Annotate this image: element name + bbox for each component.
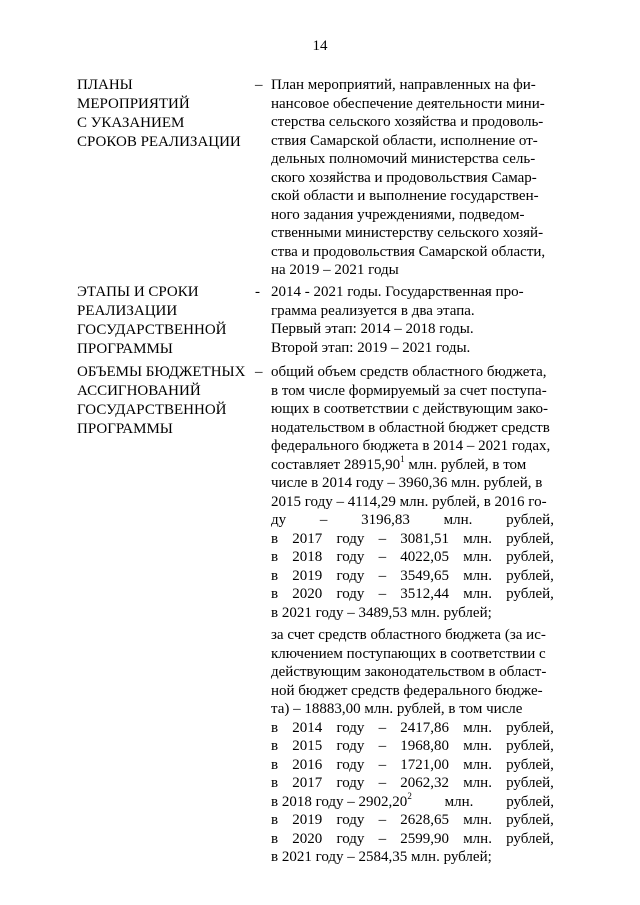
cell: рублей, xyxy=(506,756,554,773)
cell: 2017 xyxy=(292,530,323,547)
cell: в xyxy=(271,738,279,754)
label-line: АССИГНОВАНИЙ xyxy=(77,383,201,399)
cell: в xyxy=(271,586,279,602)
text-line: общий объем средств областного бюджета, xyxy=(271,364,547,380)
text-line: ства и продовольствия Самарской области, xyxy=(271,243,546,260)
text-fragment: млн. рублей, в том xyxy=(404,456,527,473)
footnote-mark: 1 xyxy=(400,453,405,464)
section-text xyxy=(271,76,554,280)
cell: 2018 xyxy=(292,549,323,565)
cell: году xyxy=(336,567,365,584)
text-line: в том числе формируемый за счет поступа- xyxy=(271,382,547,399)
text-line: ного задания учреждениями, подведом- xyxy=(271,206,525,223)
amount-row xyxy=(271,719,554,738)
amount-row xyxy=(271,530,554,549)
cell: году xyxy=(336,830,365,847)
cell: – xyxy=(378,830,387,847)
text-line: в 2021 году – 2584,35 млн. рублей; xyxy=(271,849,492,865)
cell: в xyxy=(271,567,279,584)
text-line: за счет средств областного бюджета (за ис- xyxy=(271,627,546,643)
label-line: ГОСУДАРСТВЕННОЙ xyxy=(77,322,227,338)
cell: – xyxy=(378,586,387,602)
footnote-mark: 2 xyxy=(407,790,412,801)
text-line: ной бюджет средств федерального бюдже- xyxy=(271,682,543,699)
cell: в xyxy=(271,830,279,847)
cell: рублей, xyxy=(506,775,554,791)
cell: млн. xyxy=(463,530,492,547)
amount-row xyxy=(271,548,554,567)
label-line: СРОКОВ РЕАЛИЗАЦИИ xyxy=(77,134,241,150)
cell: рублей, xyxy=(506,793,554,810)
text-line: та) – 18883,00 млн. рублей, в том числе xyxy=(271,701,523,717)
text-line: ющих в соответствии с действующим зако- xyxy=(271,401,549,417)
amount-row xyxy=(271,511,554,530)
section-text xyxy=(271,283,554,357)
cell: 2014 xyxy=(292,719,323,736)
cell: в xyxy=(271,775,279,791)
section-text xyxy=(271,363,554,867)
text-line: на 2019 – 2021 годы xyxy=(271,262,399,278)
cell: млн. xyxy=(463,549,492,565)
amount-row xyxy=(271,830,554,849)
text-line: ственными министерству сельского хозяй- xyxy=(271,225,544,241)
cell: 2015 xyxy=(292,738,323,754)
cell: 2016 xyxy=(292,756,323,773)
text-line: ствия Самарской области, исполнение от- xyxy=(271,132,538,149)
label-line: ПЛАНЫ xyxy=(77,77,133,93)
cell: – xyxy=(378,567,387,584)
dash: – xyxy=(255,364,263,380)
cell: 2019 xyxy=(292,567,323,584)
text-line: ского хозяйства и продовольствия Самар- xyxy=(271,169,537,186)
cell: млн. xyxy=(443,512,473,528)
label-line: ГОСУДАРСТВЕННОЙ xyxy=(77,402,227,418)
cell: 2417,86 xyxy=(400,719,450,736)
cell: млн. xyxy=(463,830,492,847)
page-number: 14 xyxy=(312,38,328,54)
cell: млн. xyxy=(463,775,492,791)
section-label xyxy=(77,283,255,359)
amount-row xyxy=(271,567,554,586)
cell: 2020 xyxy=(292,586,323,602)
text-line: Первый этап: 2014 – 2018 годы. xyxy=(271,321,474,337)
cell: 1721,00 xyxy=(400,756,450,773)
label-line: РЕАЛИЗАЦИИ xyxy=(77,303,178,319)
text-line: действующим законодательством в област- xyxy=(271,664,547,680)
cell: 2019 xyxy=(292,812,323,828)
dash: - xyxy=(255,284,260,300)
cell: рублей, xyxy=(506,830,554,847)
text-line: 2014 - 2021 годы. Государственная про- xyxy=(271,284,524,300)
label-line: МЕРОПРИЯТИЙ xyxy=(77,96,190,112)
text-line: ключением поступающих в соответствии с xyxy=(271,645,546,662)
text-line: нансовое обеспечение деятельности мини- xyxy=(271,95,545,112)
cell: 2020 xyxy=(292,830,323,847)
cell: в xyxy=(271,549,279,565)
cell: в xyxy=(271,756,279,773)
cell: году xyxy=(336,812,365,828)
cell: – xyxy=(319,512,328,528)
label-line: ПРОГРАММЫ xyxy=(77,421,173,437)
cell: в xyxy=(271,719,279,736)
label-line: ПРОГРАММЫ xyxy=(77,341,173,357)
cell: 4022,05 xyxy=(400,549,450,565)
cell: году xyxy=(336,549,365,565)
cell: году xyxy=(336,530,365,547)
section-label xyxy=(77,76,255,152)
cell: году xyxy=(336,756,365,773)
cell: 2628,65 xyxy=(400,812,450,828)
cell: 2062,32 xyxy=(400,775,450,791)
cell: году xyxy=(336,775,365,791)
text-line: грамма реализуется в два этапа. xyxy=(271,302,475,319)
cell: млн. xyxy=(444,793,474,810)
cell: – xyxy=(378,738,387,754)
total-line xyxy=(271,453,554,475)
cell: – xyxy=(378,775,387,791)
amount-row xyxy=(271,790,554,812)
text-line: Второй этап: 2019 – 2021 годы. xyxy=(271,339,471,356)
amount-row xyxy=(271,585,554,604)
cell: рублей, xyxy=(506,567,554,584)
amount-row xyxy=(271,737,554,756)
cell: в xyxy=(271,812,279,828)
cell: 3081,51 xyxy=(400,530,450,547)
section-label xyxy=(77,363,255,439)
text-fragment: в 2018 году – 2902,20 xyxy=(271,793,408,810)
text-line: ской области и выполнение государствен- xyxy=(271,188,539,204)
cell: млн. xyxy=(463,719,492,736)
cell: рублей, xyxy=(506,549,554,565)
cell: рублей, xyxy=(506,512,554,528)
cell: – xyxy=(378,756,387,773)
cell: млн. xyxy=(463,756,492,773)
cell: 3549,65 xyxy=(400,567,450,584)
cell: млн. xyxy=(463,812,492,828)
text-line: План мероприятий, направленных на фи- xyxy=(271,77,536,93)
cell: в xyxy=(271,530,279,547)
amount-row xyxy=(271,774,554,793)
cell: – xyxy=(378,719,387,736)
cell: году xyxy=(336,719,365,736)
cell: 2017 xyxy=(292,775,323,791)
cell: году xyxy=(336,586,365,602)
cell: 3512,44 xyxy=(400,586,450,602)
cell: рублей, xyxy=(506,738,554,754)
cell: рублей, xyxy=(506,530,554,547)
cell: 3196,83 xyxy=(361,512,410,528)
cell: млн. xyxy=(463,586,492,602)
cell: млн. xyxy=(463,567,492,584)
text-line: в 2021 году – 3489,53 млн. рублей; xyxy=(271,604,492,621)
label-line: ЭТАПЫ И СРОКИ xyxy=(77,284,199,300)
text-line: дельных полномочий министерства сель- xyxy=(271,151,536,167)
cell: – xyxy=(378,549,387,565)
text-fragment: составляет 28915,90 xyxy=(271,456,401,473)
cell: рублей, xyxy=(506,586,554,602)
cell: 1968,80 xyxy=(400,738,450,754)
dash: – xyxy=(255,77,263,93)
cell: году xyxy=(336,738,365,754)
text-line: стерства сельского хозяйства и продоволь- xyxy=(271,114,544,130)
cell: рублей, xyxy=(506,719,554,736)
cell: – xyxy=(378,812,387,828)
text-line: числе в 2014 году – 3960,36 млн. рублей, в xyxy=(271,475,543,491)
cell: рублей, xyxy=(506,812,554,828)
cell xyxy=(271,790,412,812)
cell: 2599,90 xyxy=(400,830,450,847)
text-line: федерального бюджета в 2014 – 2021 годах, xyxy=(271,438,551,454)
label-line: С УКАЗАНИЕМ xyxy=(77,115,185,131)
cell: млн. xyxy=(463,738,492,754)
amount-row xyxy=(271,811,554,830)
amount-row xyxy=(271,756,554,775)
text-line: нодательством в областной бюджет средств xyxy=(271,419,550,436)
cell: – xyxy=(378,530,387,547)
text-line: 2015 году – 4114,29 млн. рублей, в 2016 го- xyxy=(271,493,547,510)
cell: ду xyxy=(271,512,287,528)
label-line: ОБЪЕМЫ БЮДЖЕТНЫХ xyxy=(77,364,246,380)
